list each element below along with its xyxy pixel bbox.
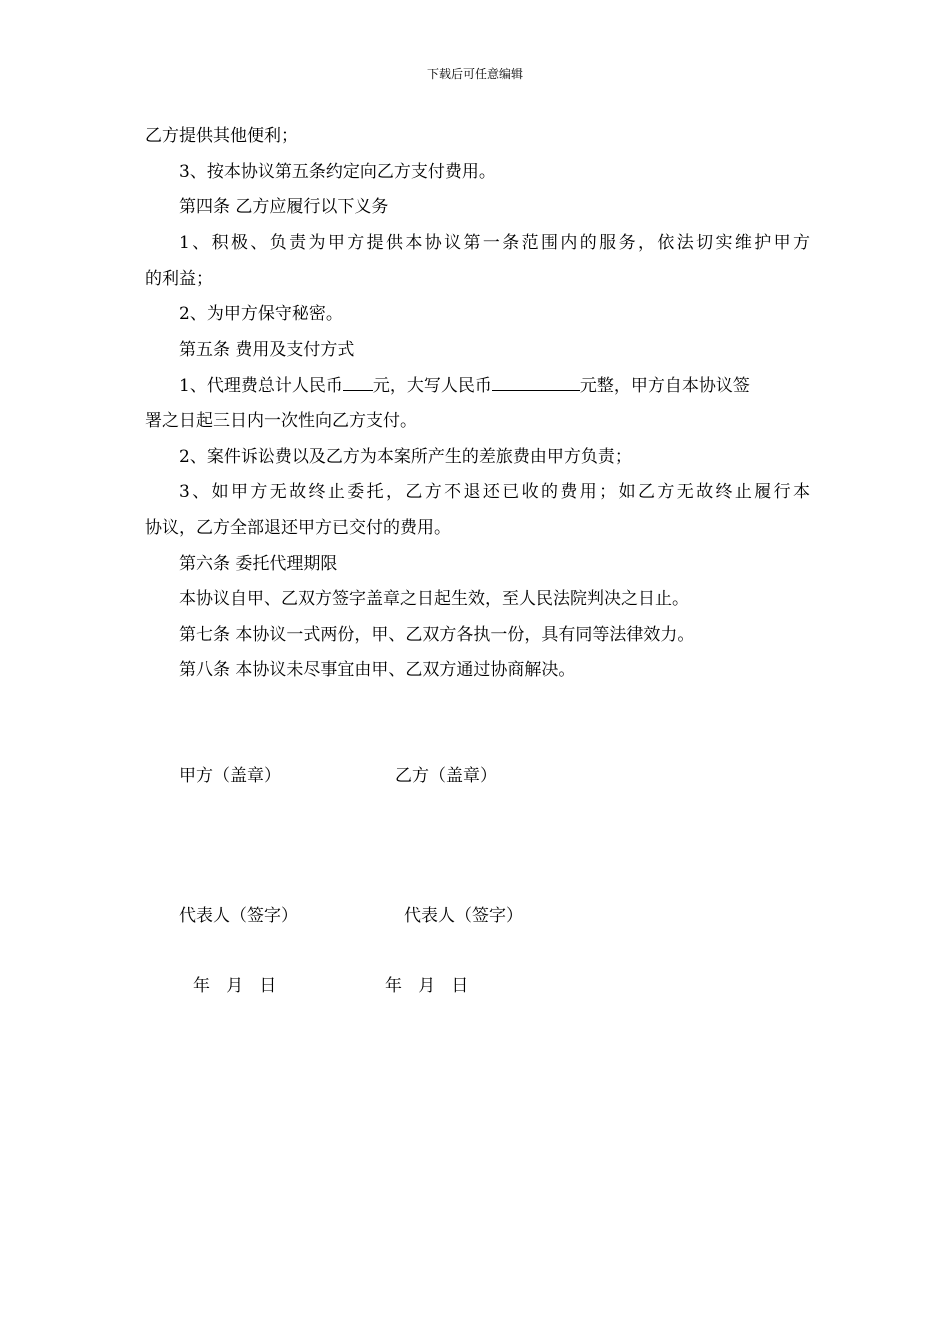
party-a-seal-label: 甲方（盖章）: [179, 766, 281, 786]
paragraph-line: 的利益；: [145, 269, 213, 289]
party-b-date-label: 年 月 日: [385, 976, 469, 996]
party-a-date-label: 年 月 日: [193, 976, 277, 996]
section-heading-4: 第四条 乙方应履行以下义务: [179, 197, 389, 217]
fee-text-3: 元整，甲方自本协议签: [579, 376, 750, 396]
fee-text-1: 1、代理费总计人民币: [179, 376, 343, 396]
party-b-seal-label: 乙方（盖章）: [395, 766, 497, 786]
fee-line: [179, 374, 810, 397]
paragraph-line: 乙方提供其他便利；: [145, 126, 298, 146]
paragraph-line: 协议，乙方全部退还甲方已交付的费用。: [145, 518, 451, 538]
page-header-note: 下载后可任意编辑: [426, 67, 523, 81]
section-heading-8: 第八条 本协议未尽事宜由甲、乙双方通过协商解决。: [179, 660, 576, 680]
paragraph-line: 1、积极、负责为甲方提供本协议第一条范围内的服务，依法切实维护甲方: [179, 233, 810, 253]
paragraph-line: 2、案件诉讼费以及乙方为本案所产生的差旅费由甲方负责；: [179, 447, 632, 467]
section-heading-7: 第七条 本协议一式两份，甲、乙双方各执一份，具有同等法律效力。: [179, 625, 695, 645]
paragraph-line: 3、如甲方无故终止委托，乙方不退还已收的费用；如乙方无故终止履行本: [179, 482, 810, 502]
paragraph-line: 3、按本协议第五条约定向乙方支付费用。: [179, 162, 496, 182]
paragraph-line: 2、为甲方保守秘密。: [179, 304, 343, 324]
party-a-representative-label: 代表人（签字）: [179, 906, 298, 926]
section-heading-6: 第六条 委托代理期限: [179, 554, 338, 574]
party-b-representative-label: 代表人（签字）: [404, 906, 523, 926]
amount-blank: [343, 374, 373, 391]
paragraph-line: 本协议自甲、乙双方签字盖章之日起生效，至人民法院判决之日止。: [179, 589, 689, 609]
amount-words-blank: [492, 374, 580, 391]
paragraph-line: 署之日起三日内一次性向乙方支付。: [145, 411, 417, 431]
fee-text-2: 元，大写人民币: [372, 376, 492, 396]
section-heading-5: 第五条 费用及支付方式: [179, 340, 355, 360]
